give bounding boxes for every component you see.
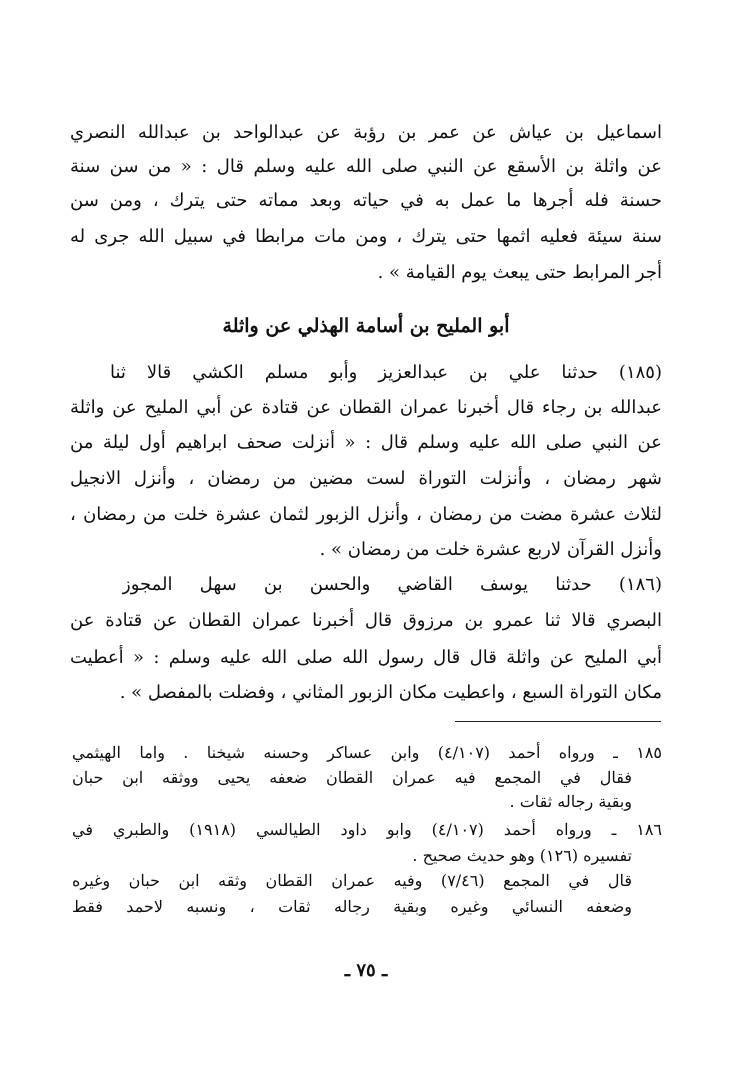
page-number: ـ ٧٥ ـ xyxy=(344,960,388,981)
text-line: سنة سيئة فعليه اثمها حتى يترك ، ومن مات مرابطا في سبيل الله جرى له xyxy=(70,226,662,247)
text-line: (١٨٦) حدثنا يوسف القاضي والحسن بن سهل المجوز xyxy=(122,574,662,595)
footnote-line: ١٨٦ ـ ورواه أحمد (٤/١٠٧) وابو داود الطيالسي (١٩١٨) والطبري في xyxy=(72,820,662,839)
footnote-line: فقال في المجمع فيه عمران القطان ضعفه يحيى ووثقه ابن حبان xyxy=(72,768,632,787)
section-heading: أبو المليح بن أسامة الهذلي عن واثلة xyxy=(222,315,510,337)
text-line: البصري قالا ثنا عمرو بن مرزوق قال أخبرنا عمران القطان عن قتادة عن xyxy=(70,610,662,631)
text-line: أبي المليح عن واثلة قال قال رسول الله صلى الله عليه وسلم : « أعطيت xyxy=(70,647,662,668)
text-line: لثلاث عشرة مضت من رمضان ، وأنزل الزبور لثمان عشرة خلت من رمضان ، xyxy=(70,504,662,525)
text-line: شهر رمضان ، وأنزلت التوراة لست مضين من رمضان ، وأنزل الانجيل xyxy=(70,468,662,489)
text-line: عبدالله بن رجاء قال أخبرنا عمران القطان عن قتادة عن أبي المليح عن واثلة xyxy=(70,397,662,418)
footnote-line: تفسيره (١٢٦) وهو حديث صحيح . xyxy=(412,846,632,865)
text-line: حسنة فله أجرها ما عمل به في حياته وبعد مماته حتى يترك ، ومن سن xyxy=(70,190,662,211)
footnote-divider xyxy=(455,721,661,722)
text-line: اسماعيل بن عياش عن عمر بن رؤبة عن عبدالواحد بن عبدالله النصري xyxy=(70,122,662,143)
footnote-line: وضعفه النسائي وغيره وبقية رجاله ثقات ، ونسبه لاحمد فقط xyxy=(72,897,632,916)
text-line: عن النبي صلى الله عليه وسلم قال : « أنزلت صحف ابراهيم أول ليلة من xyxy=(70,432,662,453)
text-line: وأنزل القرآن لاربع عشرة خلت من رمضان » . xyxy=(319,539,662,560)
text-line: عن واثلة بن الأسقع عن النبي صلى الله عليه وسلم قال : « من سن سنة xyxy=(70,156,662,177)
text-line: أجر المرابط حتى يبعث يوم القيامة » . xyxy=(377,262,662,283)
footnote-line: وبقية رجاله ثقات . xyxy=(509,792,632,811)
footnote-line: قال في المجمع (٧/٤٦) وفيه عمران القطان وثقه ابن حبان وغيره xyxy=(72,871,632,890)
text-line: مكان التوراة السبع ، واعطيت مكان الزبور المثاني ، وفضلت بالمفصل » . xyxy=(119,682,662,703)
footnote-line: ١٨٥ ـ ورواه أحمد (٤/١٠٧) وابن عساكر وحسنه شيخنا . واما الهيثمي xyxy=(72,743,662,762)
text-line: (١٨٥) حدثنا علي بن عبدالعزيز وأبو مسلم الكشي قالا ثنا xyxy=(110,362,662,383)
